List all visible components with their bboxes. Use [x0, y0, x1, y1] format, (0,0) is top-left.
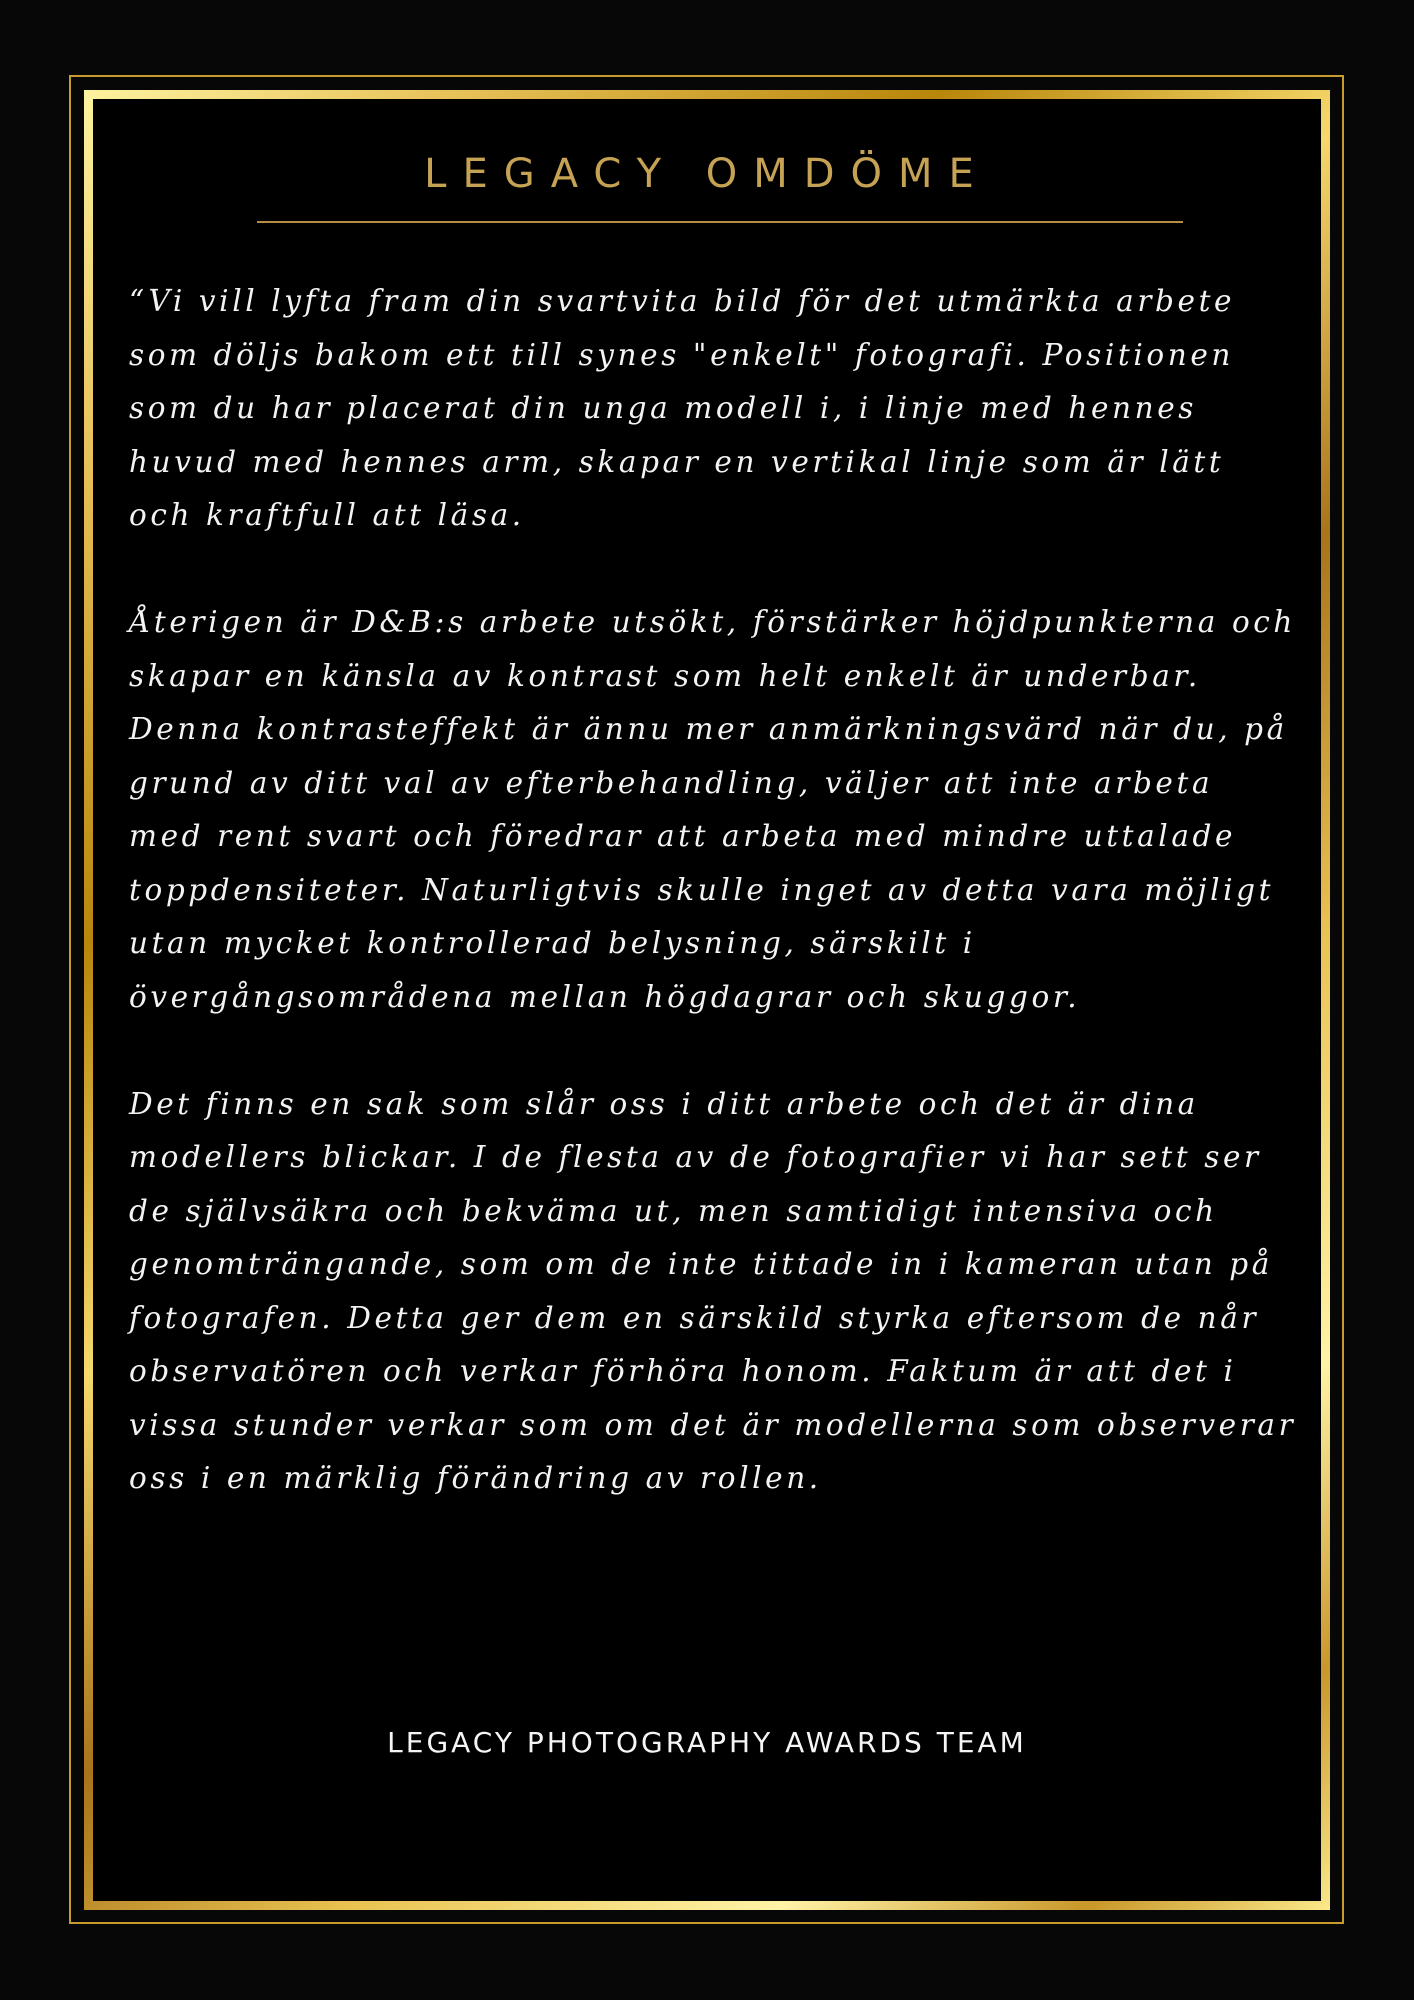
review-panel	[93, 99, 1321, 1901]
review-paragraph-3: Det finns en sak som slår oss i ditt arbete och det är dina modellers blickar. I de flesta av de fotografier vi har sett ser de självsäkra och bekväma ut, men samtidigt intensiva och genomträngande, som om de inte tittade in i kameran utan på fotografen. Detta ger dem en särskild styrka eftersom de når observatören och verkar förhöra honom. Faktum är att det i vissa stunder verkar som om det är modellerna som observerar oss i en märklig förändring av rollen.	[129, 1086, 1297, 1495]
gold-frame	[84, 90, 1330, 1910]
signature: LEGACY PHOTOGRAPHY AWARDS TEAM	[387, 1726, 1027, 1759]
review-body	[129, 275, 1301, 1506]
title-divider	[257, 221, 1183, 223]
review-paragraph-1: “Vi vill lyfta fram din svartvita bild för det utmärkta arbete som döljs bakom ett till synes "enkelt" fotografi. Positionen som du har placerat din unga modell i, i linje med hennes huvud med hennes arm, skapar en vertikal linje som är lätt och kraftfull att läsa.	[129, 284, 1236, 532]
review-paragraph-2: Återigen är D&B:s arbete utsökt, förstärker höjdpunkterna och skapar en känsla av kontrast som helt enkelt är underbar. Denna kontrasteffekt är ännu mer anmärkningsvärd när du, på grund av ditt val av efterbehandling, väljer att inte arbeta med rent svart och föredrar att arbeta med mindre uttalade toppdensiteter. Naturligtvis skulle inget av detta vara möjligt utan mycket kontrollerad belysning, särskilt i övergångsområdena mellan högdagrar och skuggor.	[129, 605, 1297, 1014]
page-title: LEGACY OMDÖME	[424, 151, 990, 197]
